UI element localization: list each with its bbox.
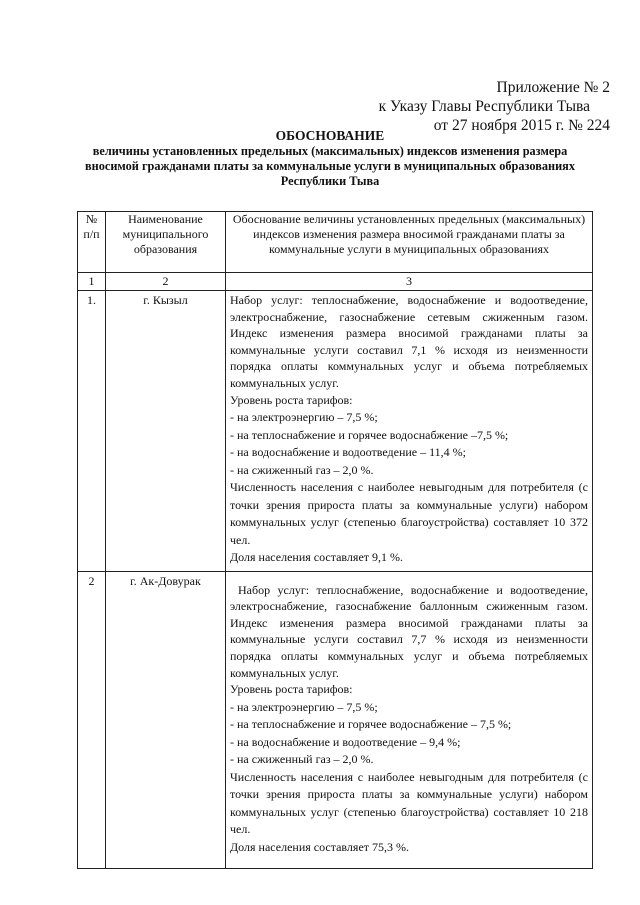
justification-cell — [226, 291, 593, 572]
header-number-abbr: п/п — [83, 227, 100, 241]
population-share: Доля населения составляет 9,1 %. — [230, 550, 404, 565]
population-text: Численность населения с наиболее невыгодным для потребителя (с точки зрения прироста платы за коммунальные услуги) набором коммунальных услуг (степенью благоустройства) составляет 10 372 чел. — [230, 480, 588, 547]
title-sub-line-1: величины установленных предельных (максимальных) индексов изменения размера — [92, 144, 568, 158]
table-row — [78, 291, 593, 572]
justification-table — [77, 211, 593, 869]
header-number — [78, 212, 106, 273]
tariff-gas: - на сжиженный газ – 2,0 %. — [230, 462, 374, 477]
population-text: Численность населения с наиболее невыгодным для потребителя (с точки зрения прироста платы за коммунальные услуги) набором коммунальных услуг (степенью благоустройства) составляет 10 218 чел. — [230, 769, 588, 837]
document-title — [60, 128, 600, 189]
tariff-electricity: - на электроэнергию – 7,5 %; — [230, 699, 378, 714]
tariff-electricity: - на электроэнергию – 7,5 %; — [230, 410, 378, 425]
tariff-water: - на водоснабжение и водоотведение – 11,4 %; — [230, 445, 466, 460]
appendix-reference — [379, 78, 610, 135]
header-justification: Обоснование величины установленных предельных (максимальных) индексов изменения размера вносимой гражданами платы за коммунальные услуги в муниципальных образованиях — [226, 212, 593, 273]
row-number: 2 — [78, 571, 106, 869]
column-number-2: 2 — [106, 273, 226, 291]
row-number: 1. — [78, 291, 106, 572]
title-sub-line-2: вносимой гражданами платы за коммунальные услуги в муниципальных образованиях — [85, 159, 575, 173]
municipality-name: г. Ак-Довурак — [106, 571, 226, 869]
tariff-heading: Уровень роста тарифов: — [230, 682, 353, 697]
population-share: Доля населения составляет 75,3 %. — [230, 839, 410, 854]
column-number-1: 1 — [78, 273, 106, 291]
justification-cell — [226, 571, 593, 869]
services-text: Набор услуг: теплоснабжение, водоснабжение и водоотведение, электроснабжение, газоснабжение баллонным сжиженным газом. Индекс изменения размера вносимой гражданами платы за коммунальные услуги составил 7,7 % исходя из неизменности порядка оплаты коммунальных услуг и объема потребляемых коммунальных услуг. — [230, 582, 588, 680]
column-number-3: 3 — [226, 273, 593, 291]
services-text: Набор услуг: теплоснабжение, водоснабжение и водоотведение, электроснабжение, газоснабжение сетевым сжиженным газом. Индекс изменения размера вносимой гражданами платы за коммунальные услуги составил 7,1 % исходя из неизменности порядка оплаты коммунальных услуг и объема потребляемых коммунальных услуг. — [230, 293, 588, 390]
table-header-row — [78, 212, 593, 273]
title-sub-line-3: Республики Тыва — [280, 174, 380, 188]
tariff-heading: Уровень роста тарифов: — [230, 392, 353, 407]
municipality-name: г. Кызыл — [106, 291, 226, 572]
table-row — [78, 571, 593, 869]
appendix-number: Приложение № 2 — [496, 79, 610, 96]
header-number-sign: № — [85, 212, 98, 226]
tariff-water: - на водоснабжение и водоотведение – 9,4 %; — [230, 734, 461, 749]
appendix-date: от 27 ноября 2015 г. № 224 — [433, 117, 610, 134]
tariff-gas: - на сжиженный газ – 2,0 %. — [230, 752, 374, 767]
header-municipality: Наименование муниципального образования — [106, 212, 226, 273]
title-main: ОБОСНОВАНИЕ — [275, 128, 385, 143]
appendix-decree: к Указу Главы Республики Тыва — [378, 98, 590, 115]
column-number-row — [78, 273, 593, 291]
tariff-heating: - на теплоснабжение и горячее водоснабжение –7,5 %; — [230, 427, 509, 442]
tariff-heating: - на теплоснабжение и горячее водоснабжение – 7,5 %; — [230, 717, 512, 732]
